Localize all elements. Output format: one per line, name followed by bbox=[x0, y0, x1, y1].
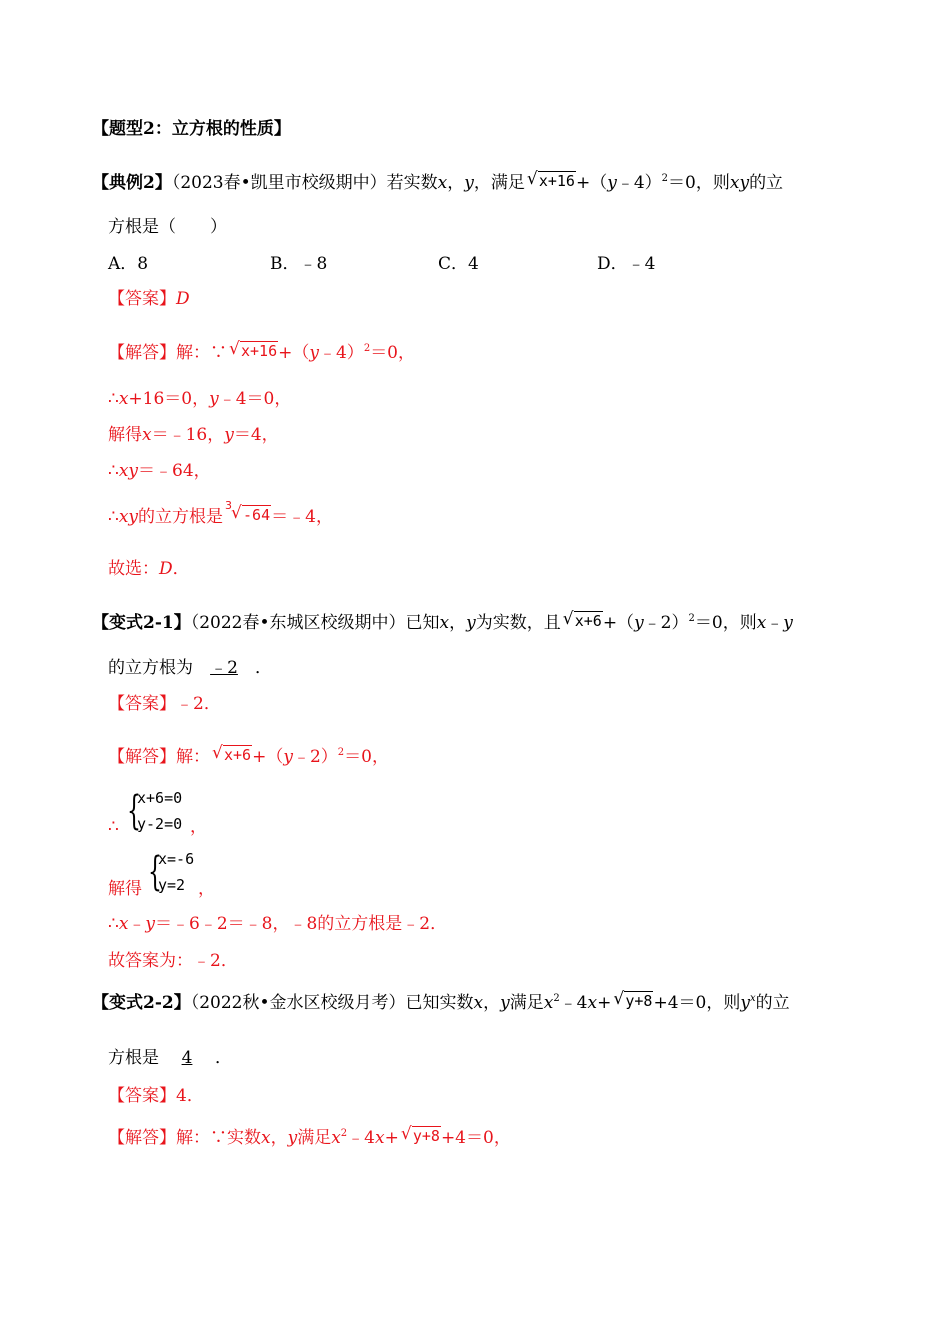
option-d: D．﹣4 bbox=[597, 254, 656, 274]
example-solution-line1: 【解答】解：∵ √ x+16+（y﹣4）$^2$＝0， bbox=[108, 339, 416, 363]
example-solution-line3: 解得x＝﹣16，y＝4， bbox=[108, 425, 279, 445]
variant2-label: 【变式2-2】 bbox=[92, 993, 191, 1013]
variant2-solution-line1: 【解答】解：∵实数x，y满足$x^2﹣4x+$ √ y+8+4＝0， bbox=[108, 1124, 511, 1148]
equation-system-2: { x=-6 y=2 bbox=[148, 849, 195, 895]
example-solution-line5: ∴xy的立方根是 3 √ -64＝﹣4， bbox=[108, 499, 333, 527]
section-title: 【题型2：立方根的性质】 bbox=[92, 119, 291, 139]
example-answer: 【答案】D bbox=[108, 289, 190, 309]
variant2-answer: 【答案】4． bbox=[108, 1086, 204, 1106]
sqrt-expression: √ x+6 bbox=[212, 743, 252, 764]
answer-blank: ﹣2 bbox=[210, 658, 238, 678]
variant1-question-line1: 【变式2-1】（2022春•东城区校级期中）已知x，y为实数，且 √ x+6+（y﹣2）$^2$＝0，则x﹣y bbox=[92, 609, 793, 633]
example-question-line2: 方根是（ ） bbox=[108, 217, 227, 237]
sqrt-expression: √ y+8 bbox=[400, 1124, 440, 1145]
variant1-solution-conclusion: ∴x﹣y＝﹣6﹣2＝﹣8，﹣8的立方根是﹣2． bbox=[108, 914, 448, 934]
example-solution-line2: ∴x+16＝0，y﹣4＝0， bbox=[108, 389, 292, 409]
option-b: B．﹣8 bbox=[270, 254, 328, 274]
example-label: 【典例2】 bbox=[92, 173, 172, 193]
cube-root-expression: 3 √ -64 bbox=[225, 499, 271, 524]
variant2-question-line2: 方根是 4 ． bbox=[108, 1048, 232, 1068]
sqrt-expression: √ x+16 bbox=[526, 169, 575, 190]
variant1-label: 【变式2-1】 bbox=[92, 613, 191, 633]
sqrt-expression: √ x+6 bbox=[562, 609, 602, 630]
variant2-question-line1: 【变式2-2】（2022秋•金水区校级月考）已知实数x，y满足$x^2﹣4x+$ √ y+8+4＝0，则$y^x$的立 bbox=[92, 989, 790, 1013]
variant1-solution-line1: 【解答】解： √ x+6+（y﹣2）$^2$＝0， bbox=[108, 743, 389, 767]
variant1-answer: 【答案】﹣2． bbox=[108, 694, 221, 714]
option-a: A．8 bbox=[108, 254, 149, 274]
example-solution-line6: 故选：D． bbox=[108, 559, 190, 579]
example-question-line1: 【典例2】（2023春•凯里市校级期中）若实数x，y，满足 √ x+16+（y﹣4）$^2$＝0，则xy的立 bbox=[92, 169, 784, 193]
answer-blank: 4 bbox=[181, 1048, 193, 1068]
solve-label: 解得 bbox=[108, 879, 142, 899]
sqrt-expression: √ y+8 bbox=[613, 989, 653, 1010]
variant1-question-line2: 的立方根为 ﹣2 ． bbox=[108, 658, 272, 678]
system1-end: ， bbox=[190, 817, 207, 837]
option-c: C．4 bbox=[438, 254, 479, 274]
example-solution-line4: ∴xy＝﹣64， bbox=[108, 461, 211, 481]
equation-system-1: { x+6=0 y-2=0 bbox=[127, 788, 183, 834]
variant1-final: 故答案为：﹣2． bbox=[108, 951, 238, 971]
sqrt-expression: √ x+16 bbox=[229, 339, 278, 360]
therefore-symbol: ∴ bbox=[108, 817, 119, 837]
system2-end: ， bbox=[198, 879, 215, 899]
example-source: （2023春•凯里市校级期中） bbox=[171, 173, 387, 193]
